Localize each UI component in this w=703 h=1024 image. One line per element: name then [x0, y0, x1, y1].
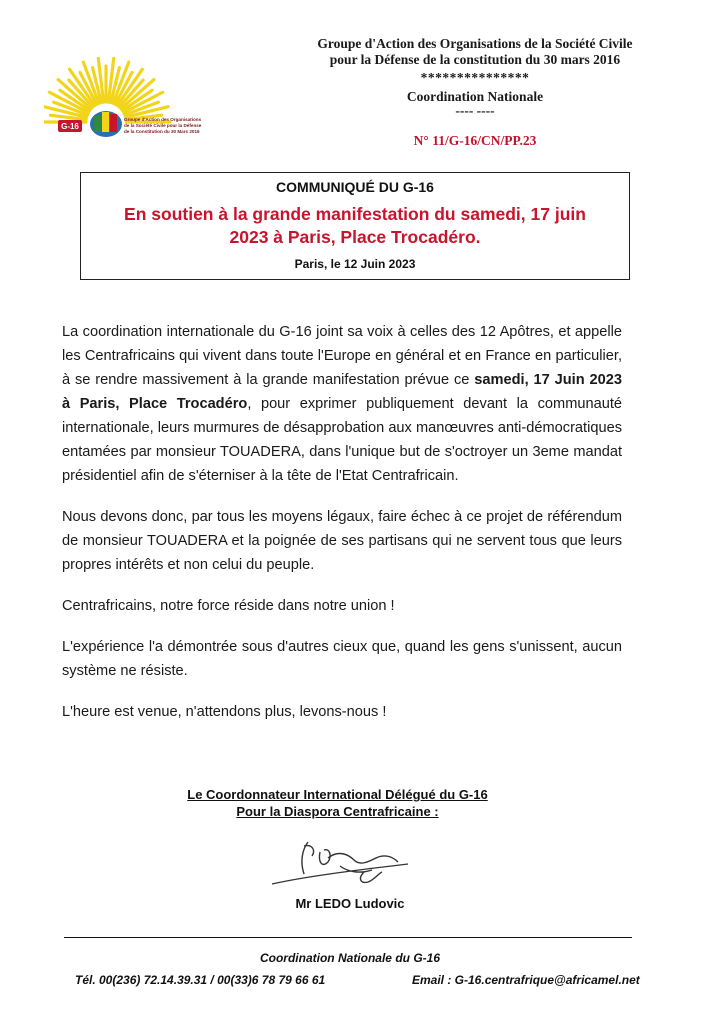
signatory-title: [150, 786, 525, 820]
communique-box: [80, 172, 630, 280]
reference-number: N° 11/G-16/CN/PP.23: [413, 133, 537, 148]
logo-caption-line2: de la Société Civile pour la Défense: [124, 123, 202, 128]
paragraph-5: L'heure est venue, n'attendons plus, levons-nous !: [62, 704, 387, 720]
paragraph-2: Nous devons donc, par tous les moyens légaux, faire échec à ce projet de référendum de monsieur TOUADERA et la poignée de ses partisans qui ne servent tous que leurs propres intérêts et non celui du peuple.: [62, 509, 622, 573]
handwritten-signature: [268, 832, 418, 896]
logo-caption-line3: de la Constitution du 30 Mars 2016: [124, 129, 200, 134]
footer-telephone: Tél. 00(236) 72.14.39.31 / 00(33)6 78 79 66 61: [75, 973, 326, 987]
communique-label: COMMUNIQUÉ DU G-16: [276, 179, 434, 195]
org-name-line2: pour la Défense de la constitution du 30 mars 2016: [329, 52, 621, 67]
footer-divider: [64, 937, 632, 938]
paragraph-3: Centrafricains, notre force réside dans notre union !: [62, 598, 395, 614]
communique-body: [62, 320, 622, 741]
sunburst-logo-icon: [44, 38, 214, 153]
event-highlight: samedi, 17 Juin 2023 à Paris, Place Trocadéro: [62, 372, 622, 412]
stars-divider: ***************: [420, 70, 530, 85]
coordination-label: Coordination Nationale: [406, 89, 544, 104]
communique-date: Paris, le 12 Juin 2023: [294, 257, 416, 271]
communique-headline: En soutien à la grande manifestation du samedi, 17 juin 2023 à Paris, Place Trocadéro.: [124, 204, 586, 247]
footer-email: Email : G-16.centrafrique@africamel.net: [412, 973, 640, 987]
org-name-line1: Groupe d'Action des Organisations de la Société Civile: [317, 36, 633, 51]
paragraph-4: L'expérience l'a démontrée sous d'autres cieux que, quand les gens s'unissent, aucun système ne résiste.: [62, 639, 622, 679]
signer-name: Mr LEDO Ludovic: [295, 896, 405, 911]
dashes-divider: ---- ----: [455, 103, 495, 118]
signatory-title-line1: Le Coordonnateur International Délégué du G-16: [187, 787, 488, 802]
logo-badge-text: G-16: [61, 122, 79, 131]
logo-caption-line1: Groupe d'Action des Organisations: [124, 117, 202, 122]
footer-title: Coordination Nationale du G-16: [259, 951, 440, 965]
signature-icon: [268, 832, 418, 896]
signatory-title-line2: Pour la Diaspora Centrafricaine :: [236, 804, 439, 819]
paragraph-1: La coordination internationale du G-16 joint sa voix à celles des 12 Apôtres, et appelle les Centrafricains qui vivent dans toute l'Europe en général et en France en particulier, à se rendre massivement à la grande manifestation prévue ce samedi, 17 Juin 2023 à Paris, Place Trocadéro, pour exprimer publiquement devant la communauté internationale, leurs murmures de désapprobation aux manœuvres anti-démocratiques entamées par monsieur TOUADERA, dans l'unique but de s'octroyer un 3eme mandat présidentiel afin de s'éterniser à la tête de l'Etat Centrafricain.: [62, 324, 622, 484]
g16-logo: [44, 38, 214, 153]
organization-header: [300, 36, 650, 149]
